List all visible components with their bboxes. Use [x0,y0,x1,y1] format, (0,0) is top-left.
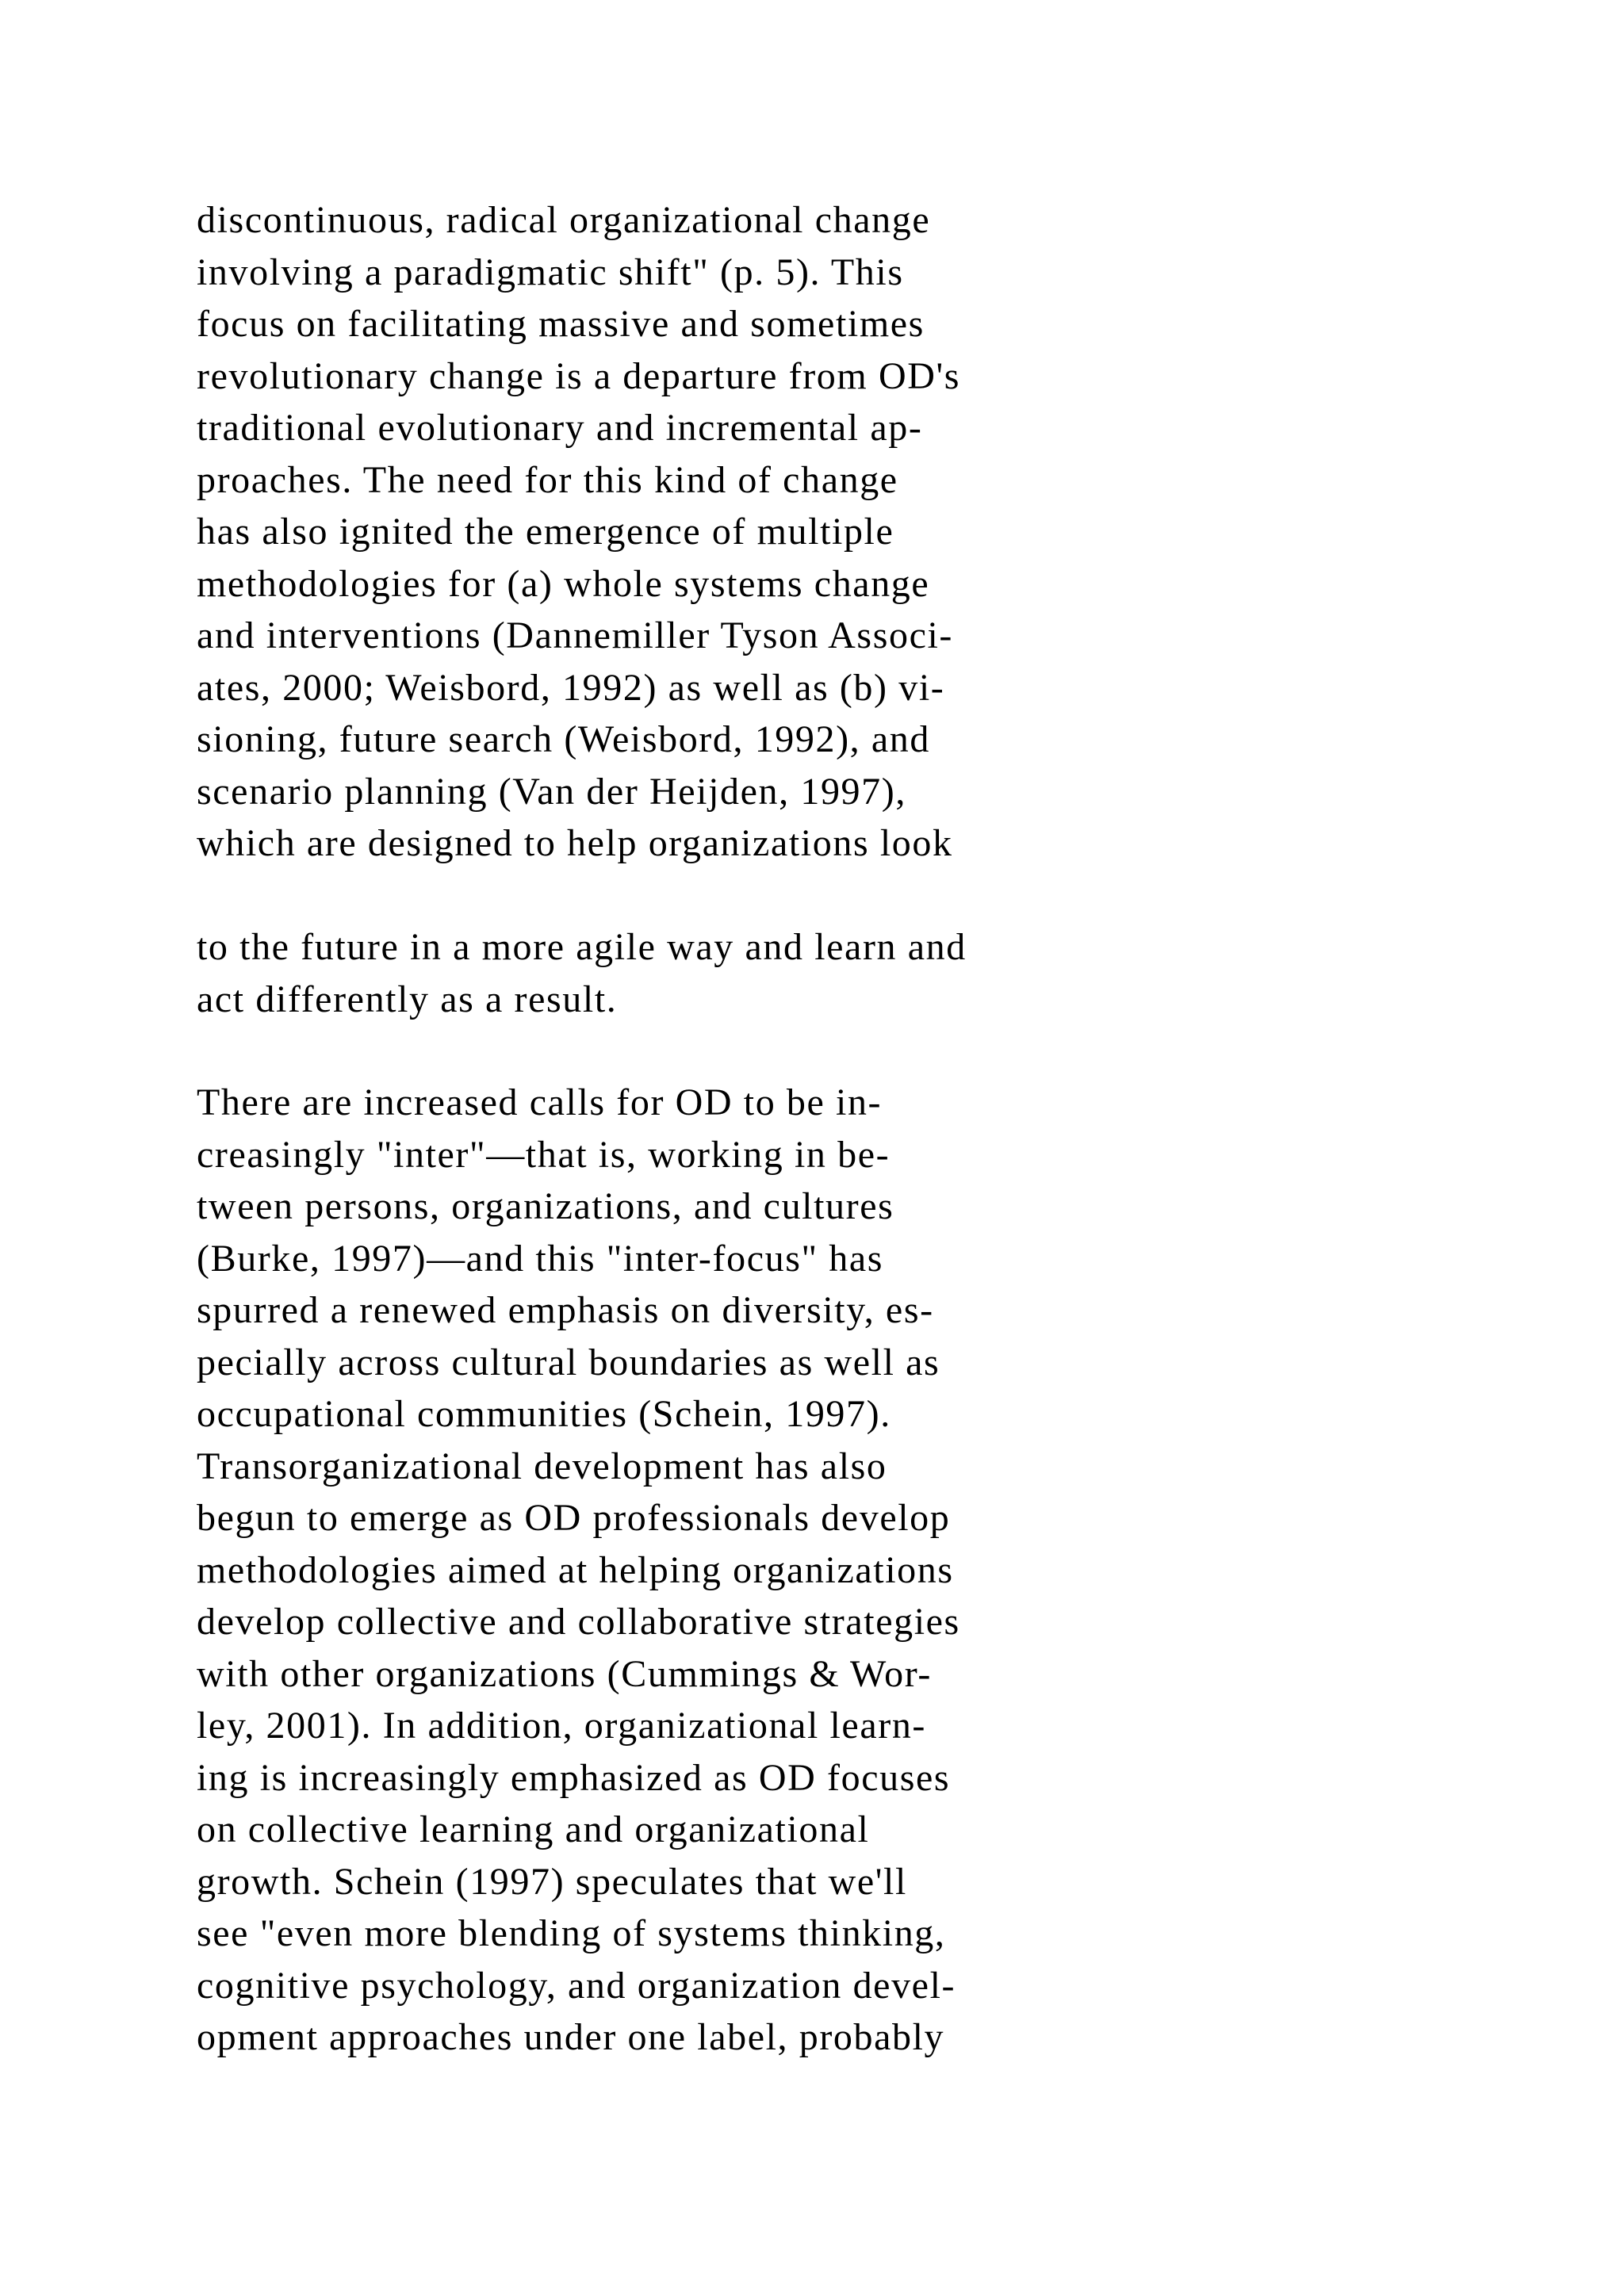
text-line: act differently as a result. [197,978,618,1020]
text-line: and interventions (Dannemiller Tyson Associ- [197,614,953,656]
text-line: methodologies for (a) whole systems change [197,562,930,605]
text-line: growth. Schein (1997) speculates that we'll [197,1860,907,1903]
text-line: discontinuous, radical organizational change [197,199,931,241]
text-line: involving a paradigmatic shift" (p. 5). This [197,251,904,293]
text-line: traditional evolutionary and incremental ap- [197,407,923,449]
text-line: tween persons, organizations, and cultures [197,1185,894,1227]
text-line: on collective learning and organizational [197,1808,870,1850]
text-line: scenario planning (Van der Heijden, 1997), [197,770,906,813]
text-line: to the future in a more agile way and learn and [197,926,967,968]
text-line: (Burke, 1997)—and this "inter-focus" has [197,1237,884,1280]
text-line: Transorganizational development has also [197,1445,887,1487]
text-line: ates, 2000; Weisbord, 1992) as well as (b) vi- [197,666,945,709]
text-line: methodologies aimed at helping organizations [197,1548,954,1591]
paragraph-1 [197,194,1386,870]
text-line: has also ignited the emergence of multiple [197,511,894,553]
text-line: ing is increasingly emphasized as OD focuses [197,1756,951,1799]
paragraph-3 [197,1077,1386,2064]
text-line: opment approaches under one label, probably [197,2016,945,2058]
text-line: cognitive psychology, and organization devel- [197,1964,956,2007]
text-line: develop collective and collaborative strategies [197,1601,960,1643]
text-line: which are designed to help organizations look [197,822,953,864]
text-line: occupational communities (Schein, 1997). [197,1393,891,1435]
text-line: pecially across cultural boundaries as well as [197,1341,940,1383]
text-line: revolutionary change is a departure from OD's [197,354,960,397]
text-line: with other organizations (Cummings & Wor- [197,1652,932,1695]
text-line: sioning, future search (Weisbord, 1992), and [197,718,930,760]
text-line: creasingly "inter"—that is, working in be- [197,1133,891,1176]
text-line: ley, 2001). In addition, organizational learn- [197,1705,926,1747]
text-line: There are increased calls for OD to be in- [197,1081,883,1123]
text-line: spurred a renewed emphasis on diversity, es- [197,1289,934,1331]
text-line: see "even more blending of systems thinking, [197,1912,946,1954]
text-line: proaches. The need for this kind of change [197,458,898,501]
text-line: focus on facilitating massive and sometimes [197,303,925,345]
text-line: begun to emerge as OD professionals develop [197,1497,951,1539]
paragraph-2 [197,921,1386,1025]
